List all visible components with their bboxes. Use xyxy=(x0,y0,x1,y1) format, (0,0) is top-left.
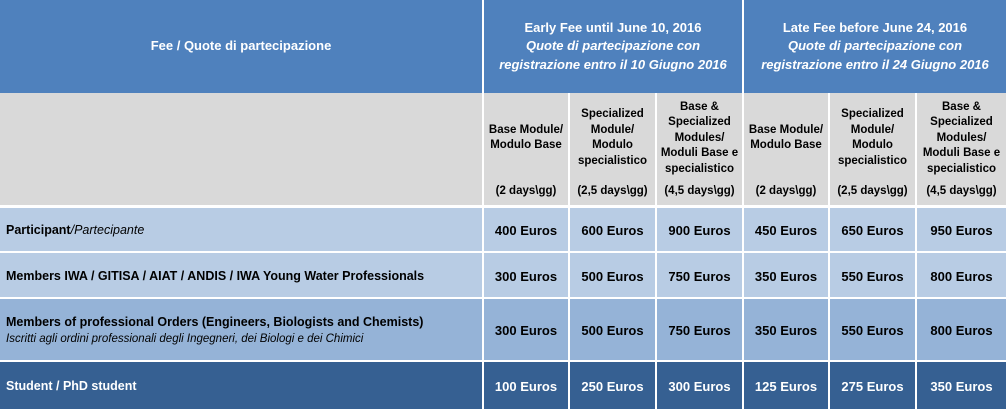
table-row xyxy=(0,251,1006,299)
module-days: (4,5 days\gg) xyxy=(664,184,735,197)
module-days: (2,5 days\gg) xyxy=(837,184,908,197)
module-name: Base & Specialized Modules/ Moduli Base e specialistico xyxy=(660,100,739,175)
module-name: Base Module/ Modulo Base xyxy=(748,123,824,152)
price-cell: 275 Euros xyxy=(830,362,917,411)
module-days: (2 days\gg) xyxy=(755,184,817,197)
price-cell: 500 Euros xyxy=(570,253,657,299)
table-row xyxy=(0,297,1006,362)
price-cell: 350 Euros xyxy=(930,379,993,394)
fee-header-cell xyxy=(0,0,484,93)
price-cell: 500 Euros xyxy=(570,299,657,362)
module-days: (2,5 days\gg) xyxy=(577,184,648,197)
row-label-bold: Members IWA / GITISA / AIAT / ANDIS / IWA Young Water Professionals xyxy=(6,268,425,283)
late-fee-subtitle-2: registrazione entro il 24 Giugno 2016 xyxy=(761,56,989,72)
early-fee-subtitle-1: Quote di partecipazione con xyxy=(525,38,701,54)
row-label xyxy=(0,299,484,362)
module-days: (4,5 days\gg) xyxy=(926,184,997,197)
row-label-bold: Participant xyxy=(6,223,71,237)
early-fee-subtitle-2: registrazione entro il 10 Giugno 2016 xyxy=(499,56,727,72)
table-row xyxy=(0,206,1006,253)
row-label-bold: Members of professional Orders (Engineers, Biologists and Chemists) xyxy=(6,314,424,329)
price-cell: 750 Euros xyxy=(657,299,744,362)
price-cell: 550 Euros xyxy=(830,299,917,362)
price-cell: 300 Euros xyxy=(657,362,744,411)
price-cell: 750 Euros xyxy=(657,253,744,299)
price-cell: 650 Euros xyxy=(830,208,917,253)
module-header-row xyxy=(0,93,1006,205)
price-cell: 900 Euros xyxy=(657,208,744,253)
price-cell: 400 Euros xyxy=(484,208,570,253)
module-header-cell xyxy=(657,93,744,205)
price-cell: 600 Euros xyxy=(570,208,657,253)
late-fee-header xyxy=(744,0,1006,93)
module-name: Specialized Module/ Modulo specialistico xyxy=(837,108,908,167)
price-cell: 350 Euros xyxy=(744,253,830,299)
early-fee-title: Early Fee until June 10, 2016 xyxy=(524,19,702,35)
module-header-blank xyxy=(0,93,484,205)
row-label-italic: Iscritti agli ordini professionali degli Ingegneri, dei Biologi e dei Chimici xyxy=(6,332,364,345)
module-days: (2 days\gg) xyxy=(495,184,557,197)
price-cell: 800 Euros xyxy=(930,268,993,284)
price-cell: 125 Euros xyxy=(744,362,830,411)
price-cell: 800 Euros xyxy=(930,323,993,338)
price-cell: 300 Euros xyxy=(484,299,570,362)
early-fee-header xyxy=(484,0,744,93)
price-cell: 100 Euros xyxy=(484,362,570,411)
fee-header-label: Fee / Quote di partecipazione xyxy=(150,38,332,54)
module-name: Base & Specialized Modules/ Moduli Base e specialistico xyxy=(922,100,1001,175)
module-name: Specialized Module/ Modulo specialistico xyxy=(577,108,648,167)
price-cell: 450 Euros xyxy=(744,208,830,253)
module-header-cell xyxy=(484,93,570,205)
row-label-italic: /Partecipante xyxy=(70,223,145,237)
module-header-cell xyxy=(570,93,657,205)
late-fee-subtitle-1: Quote di partecipazione con xyxy=(787,38,963,54)
late-fee-title: Late Fee before June 24, 2016 xyxy=(782,19,968,35)
row-label-bold: Student / PhD student xyxy=(6,379,137,393)
row-label xyxy=(0,362,484,411)
row-label xyxy=(0,208,484,253)
module-header-cell xyxy=(917,93,1006,205)
table-row xyxy=(0,360,1006,411)
price-cell: 300 Euros xyxy=(484,253,570,299)
price-cell: 350 Euros xyxy=(744,299,830,362)
module-name: Base Module/ Modulo Base xyxy=(488,123,564,152)
price-cell: 550 Euros xyxy=(830,253,917,299)
module-header-cell xyxy=(830,93,917,205)
module-header-cell xyxy=(744,93,830,205)
price-cell: 950 Euros xyxy=(930,223,993,238)
header-row xyxy=(0,0,1006,93)
price-cell: 250 Euros xyxy=(570,362,657,411)
row-label xyxy=(0,253,484,299)
